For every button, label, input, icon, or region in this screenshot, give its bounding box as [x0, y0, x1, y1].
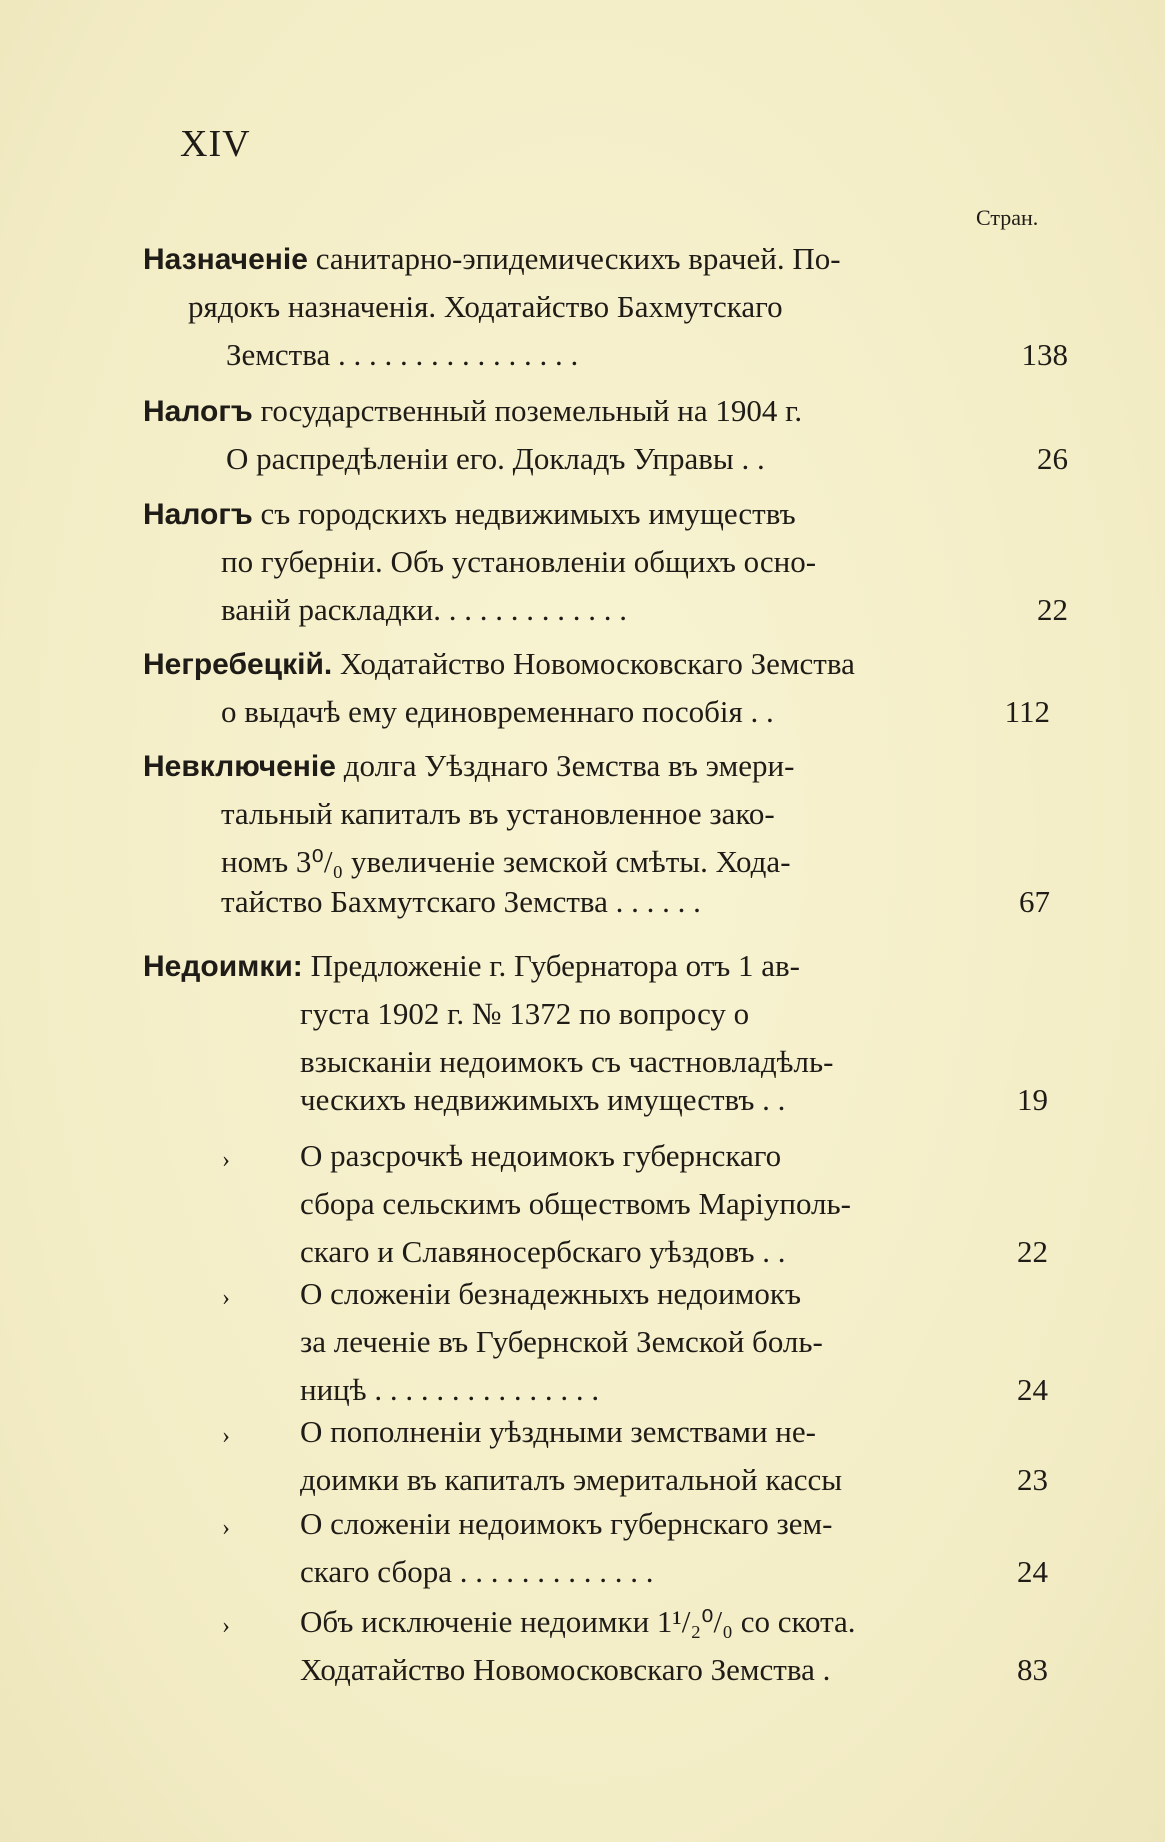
entry-page-number: 23 — [1017, 1462, 1048, 1497]
ditto-marker: › — [222, 1285, 230, 1311]
entry-page-number: 83 — [1017, 1652, 1048, 1687]
index-entry-line — [143, 944, 800, 989]
index-entry-line: тальный капиталъ въ установленное зако- — [221, 796, 775, 831]
index-entry-line: О сложеніи безнадежныхъ недоимокъ — [300, 1276, 801, 1311]
index-entry-line — [143, 389, 802, 434]
index-entry-line: Ходатайство Новомосковскаго Земства . — [300, 1652, 831, 1687]
index-entry-line: О сложеніи недоимокъ губернскаго зем- — [300, 1506, 833, 1541]
index-entry-line: взысканіи недоимокъ съ частновладѣль- — [300, 1044, 834, 1079]
index-entry-line: ческихъ недвижимыхъ имуществъ . . — [300, 1082, 786, 1117]
entry-page-number: 19 — [1017, 1082, 1048, 1117]
entry-keyword: Налогъ — [143, 498, 253, 531]
ditto-marker: › — [222, 1423, 230, 1449]
index-entry-line: за леченіе въ Губернской Земской боль- — [300, 1324, 823, 1359]
entry-text: государственный поземельный на 1904 г. — [260, 393, 803, 428]
index-entry-line: ваній раскладки. . . . . . . . . . . . . — [221, 592, 628, 627]
entry-keyword: Налогъ — [143, 395, 253, 428]
entry-keyword: Назначеніе — [143, 243, 308, 276]
index-entry-line: скаго сбора . . . . . . . . . . . . . — [300, 1554, 654, 1589]
index-entry-line: О распредѣленіи его. Докладъ Управы . . — [226, 441, 765, 476]
entry-page-number: 24 — [1017, 1372, 1048, 1407]
entry-page-number: 112 — [1004, 694, 1050, 729]
page-number: XIV — [180, 123, 251, 165]
entry-page-number: 22 — [1017, 1234, 1048, 1269]
entry-text: Предложеніе г. Губернатора отъ 1 ав- — [310, 948, 801, 983]
index-entry-line: сбора сельскимъ обществомъ Маріуполь- — [300, 1186, 851, 1221]
entry-text: Ходатайство Новомосковскаго Земства — [340, 646, 855, 681]
entry-page-number: 26 — [1037, 441, 1068, 476]
entry-page-number: 67 — [1019, 884, 1050, 919]
index-entry-line: густа 1902 г. № 1372 по вопросу о — [300, 996, 750, 1031]
entry-keyword: Негребецкій. — [143, 648, 333, 681]
index-entry-line: по губерніи. Объ установленіи общихъ осно- — [221, 544, 817, 579]
entry-keyword: Невключеніе — [143, 750, 336, 783]
index-entry-line — [143, 237, 841, 282]
index-entry-line: Земства . . . . . . . . . . . . . . . . — [226, 337, 579, 372]
index-entry-line: О пополненіи уѣздными земствами не- — [300, 1414, 816, 1449]
entry-text: съ городскихъ недвижимыхъ имуществъ — [260, 496, 796, 531]
ditto-marker: › — [222, 1515, 230, 1541]
index-entry-line — [143, 642, 855, 687]
ditto-marker: › — [222, 1613, 230, 1639]
index-entry-line — [143, 492, 796, 537]
index-entry-line: доимки въ капиталъ эмеритальной кассы — [300, 1462, 843, 1497]
entry-page-number: 138 — [1021, 337, 1068, 372]
index-entry-line: ницѣ . . . . . . . . . . . . . . . — [300, 1372, 600, 1407]
entry-text: санитарно-эпидемическихъ врачей. По- — [315, 241, 841, 276]
entry-text: долга Уѣзднаго Земства въ эмери- — [343, 748, 795, 783]
index-entry-line: скаго и Славяносербскаго уѣздовъ . . — [300, 1234, 786, 1269]
entry-page-number: 24 — [1017, 1554, 1048, 1589]
column-header-pages: Стран. — [976, 205, 1039, 230]
entry-page-number: 22 — [1037, 592, 1068, 627]
index-entry-line: номъ 3⁰/₀ увеличеніе земской смѣты. Хода- — [221, 844, 791, 879]
index-entry-line: тайство Бахмутскаго Земства . . . . . . — [221, 884, 701, 919]
entry-keyword: Недоимки: — [143, 950, 303, 983]
ditto-marker: › — [222, 1147, 230, 1173]
index-entry-line: о выдачѣ ему единовременнаго пособія . . — [221, 694, 774, 729]
index-entry-line: Объ исключеніе недоимки 1¹/₂⁰/₀ со скота. — [300, 1604, 856, 1639]
index-entry-line: О разсрочкѣ недоимокъ губернскаго — [300, 1138, 782, 1173]
index-entry-line: рядокъ назначенія. Ходатайство Бахмутскаго — [188, 289, 783, 324]
index-entry-line — [143, 744, 794, 789]
